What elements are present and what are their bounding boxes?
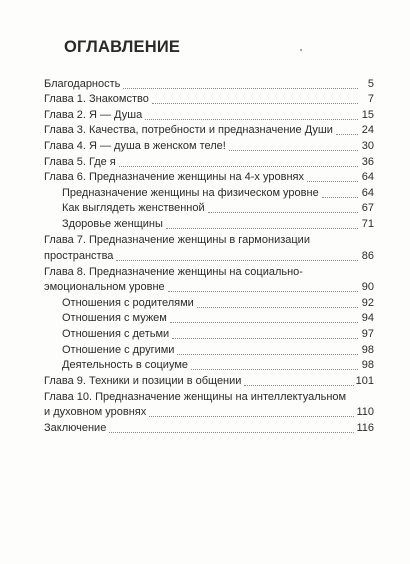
toc-entry-acknowledgements[interactable] [44,76,374,92]
entry-last-line [44,248,374,264]
entry-label: Глава 9. Техники и позиции в общении [44,374,242,387]
entry-page: 24 [361,124,374,137]
toc-entry-chapter-4[interactable] [44,138,374,154]
entry-page: 64 [361,171,374,184]
toc-entry-parents[interactable] [44,295,374,311]
entry-label-line1: Глава 10. Предназначение женщины на интеллектуальном [44,390,347,403]
entry-label: Здоровье женщины [62,217,163,230]
entry-last-line [44,405,374,421]
entry-label: Глава 5. Где я [44,155,116,168]
dot-leader [229,149,358,151]
dot-leader [145,118,358,120]
entry-label-line2: и духовном уровнях [44,406,147,419]
paper-speck [300,49,302,51]
entry-page: 15 [361,108,374,121]
entry-page: 97 [361,327,374,340]
toc-entry-chapter-7[interactable] [44,233,374,264]
entry-page: 98 [361,343,374,356]
entry-label: Деятельность в социуме [62,359,189,372]
toc-entry-others[interactable] [44,342,374,358]
entry-label: Глава 4. Я — душа в женском теле! [44,139,226,152]
dot-leader [172,337,358,339]
dot-leader [307,180,358,182]
dot-leader [149,415,354,417]
toc-entry-society[interactable] [44,358,374,374]
entry-page: 71 [361,217,374,230]
entry-label: Отношения с детьми [62,327,170,340]
entry-page: 30 [361,139,374,152]
toc-entry-children[interactable] [44,326,374,342]
dot-leader [322,196,358,198]
entry-label: Предназначение женщины на физическом уровне [62,186,319,199]
entry-label-line1: Глава 8. Предназначение женщины на социально- [44,265,303,278]
toc-entry-chapter-6[interactable] [44,170,374,186]
dot-leader [170,321,358,323]
entry-page: 92 [361,296,374,309]
entry-label: Глава 3. Качества, потребности и предназначение Души [44,124,333,137]
entry-page: 101 [355,374,374,387]
entry-label: Глава 2. Я — Душа [44,108,143,121]
dot-leader [116,259,358,261]
entry-page: 110 [356,406,374,419]
entry-label: Заключение [44,421,107,434]
dot-leader [208,211,358,213]
entry-label: Благодарность [44,77,121,90]
entry-label: Как выглядеть женственной [62,202,205,215]
dot-leader [152,102,358,104]
toc-entry-chapter-10[interactable] [44,390,374,421]
entry-page: 64 [361,186,374,199]
dot-leader [166,227,358,229]
toc-title: ОГЛАВЛЕНИЕ [64,38,181,56]
entry-page: 94 [361,312,374,325]
toc-entry-womens-health[interactable] [44,216,374,232]
dot-leader [177,353,358,355]
toc-entry-chapter-8[interactable] [44,265,374,296]
entry-page: 86 [361,249,374,262]
entry-page: 98 [361,359,374,372]
toc-entry-chapter-9[interactable] [44,373,374,389]
entry-label: Глава 6. Предназначение женщины на 4-х уровнях [44,171,304,184]
dot-leader [109,431,354,433]
entry-label-line1: Глава 7. Предназначение женщины в гармонизации [44,233,310,246]
dot-leader [336,133,358,135]
entry-page: 67 [361,202,374,215]
entry-label: Отношения с мужем [62,312,167,325]
entry-page: 36 [361,155,374,168]
dot-leader [197,306,358,308]
entry-page: 7 [367,93,374,106]
toc-entry-chapter-5[interactable] [44,154,374,170]
toc-list [44,76,374,436]
entry-page: 116 [356,421,374,434]
toc-entry-chapter-3[interactable] [44,123,374,139]
entry-label-line2: эмоциональном уровне [44,281,165,294]
entry-label-line2: пространства [44,249,114,262]
toc-entry-look-feminine[interactable] [44,201,374,217]
entry-last-line [44,280,374,296]
dot-leader [168,290,358,292]
entry-label: Глава 1. Знакомство [44,93,149,106]
dot-leader [123,87,358,89]
dot-leader [119,165,358,167]
dot-leader [244,384,353,386]
toc-entry-chapter-2[interactable] [44,107,374,123]
toc-entry-physical-level[interactable] [44,185,374,201]
toc-entry-chapter-1[interactable] [44,92,374,108]
entry-label: Отношения с родителями [62,296,194,309]
toc-entry-conclusion[interactable] [44,420,374,436]
entry-label: Отношение с другими [62,343,175,356]
dot-leader [191,368,358,370]
entry-page: 90 [361,281,374,294]
entry-page: 5 [367,77,374,90]
toc-entry-husband[interactable] [44,311,374,327]
